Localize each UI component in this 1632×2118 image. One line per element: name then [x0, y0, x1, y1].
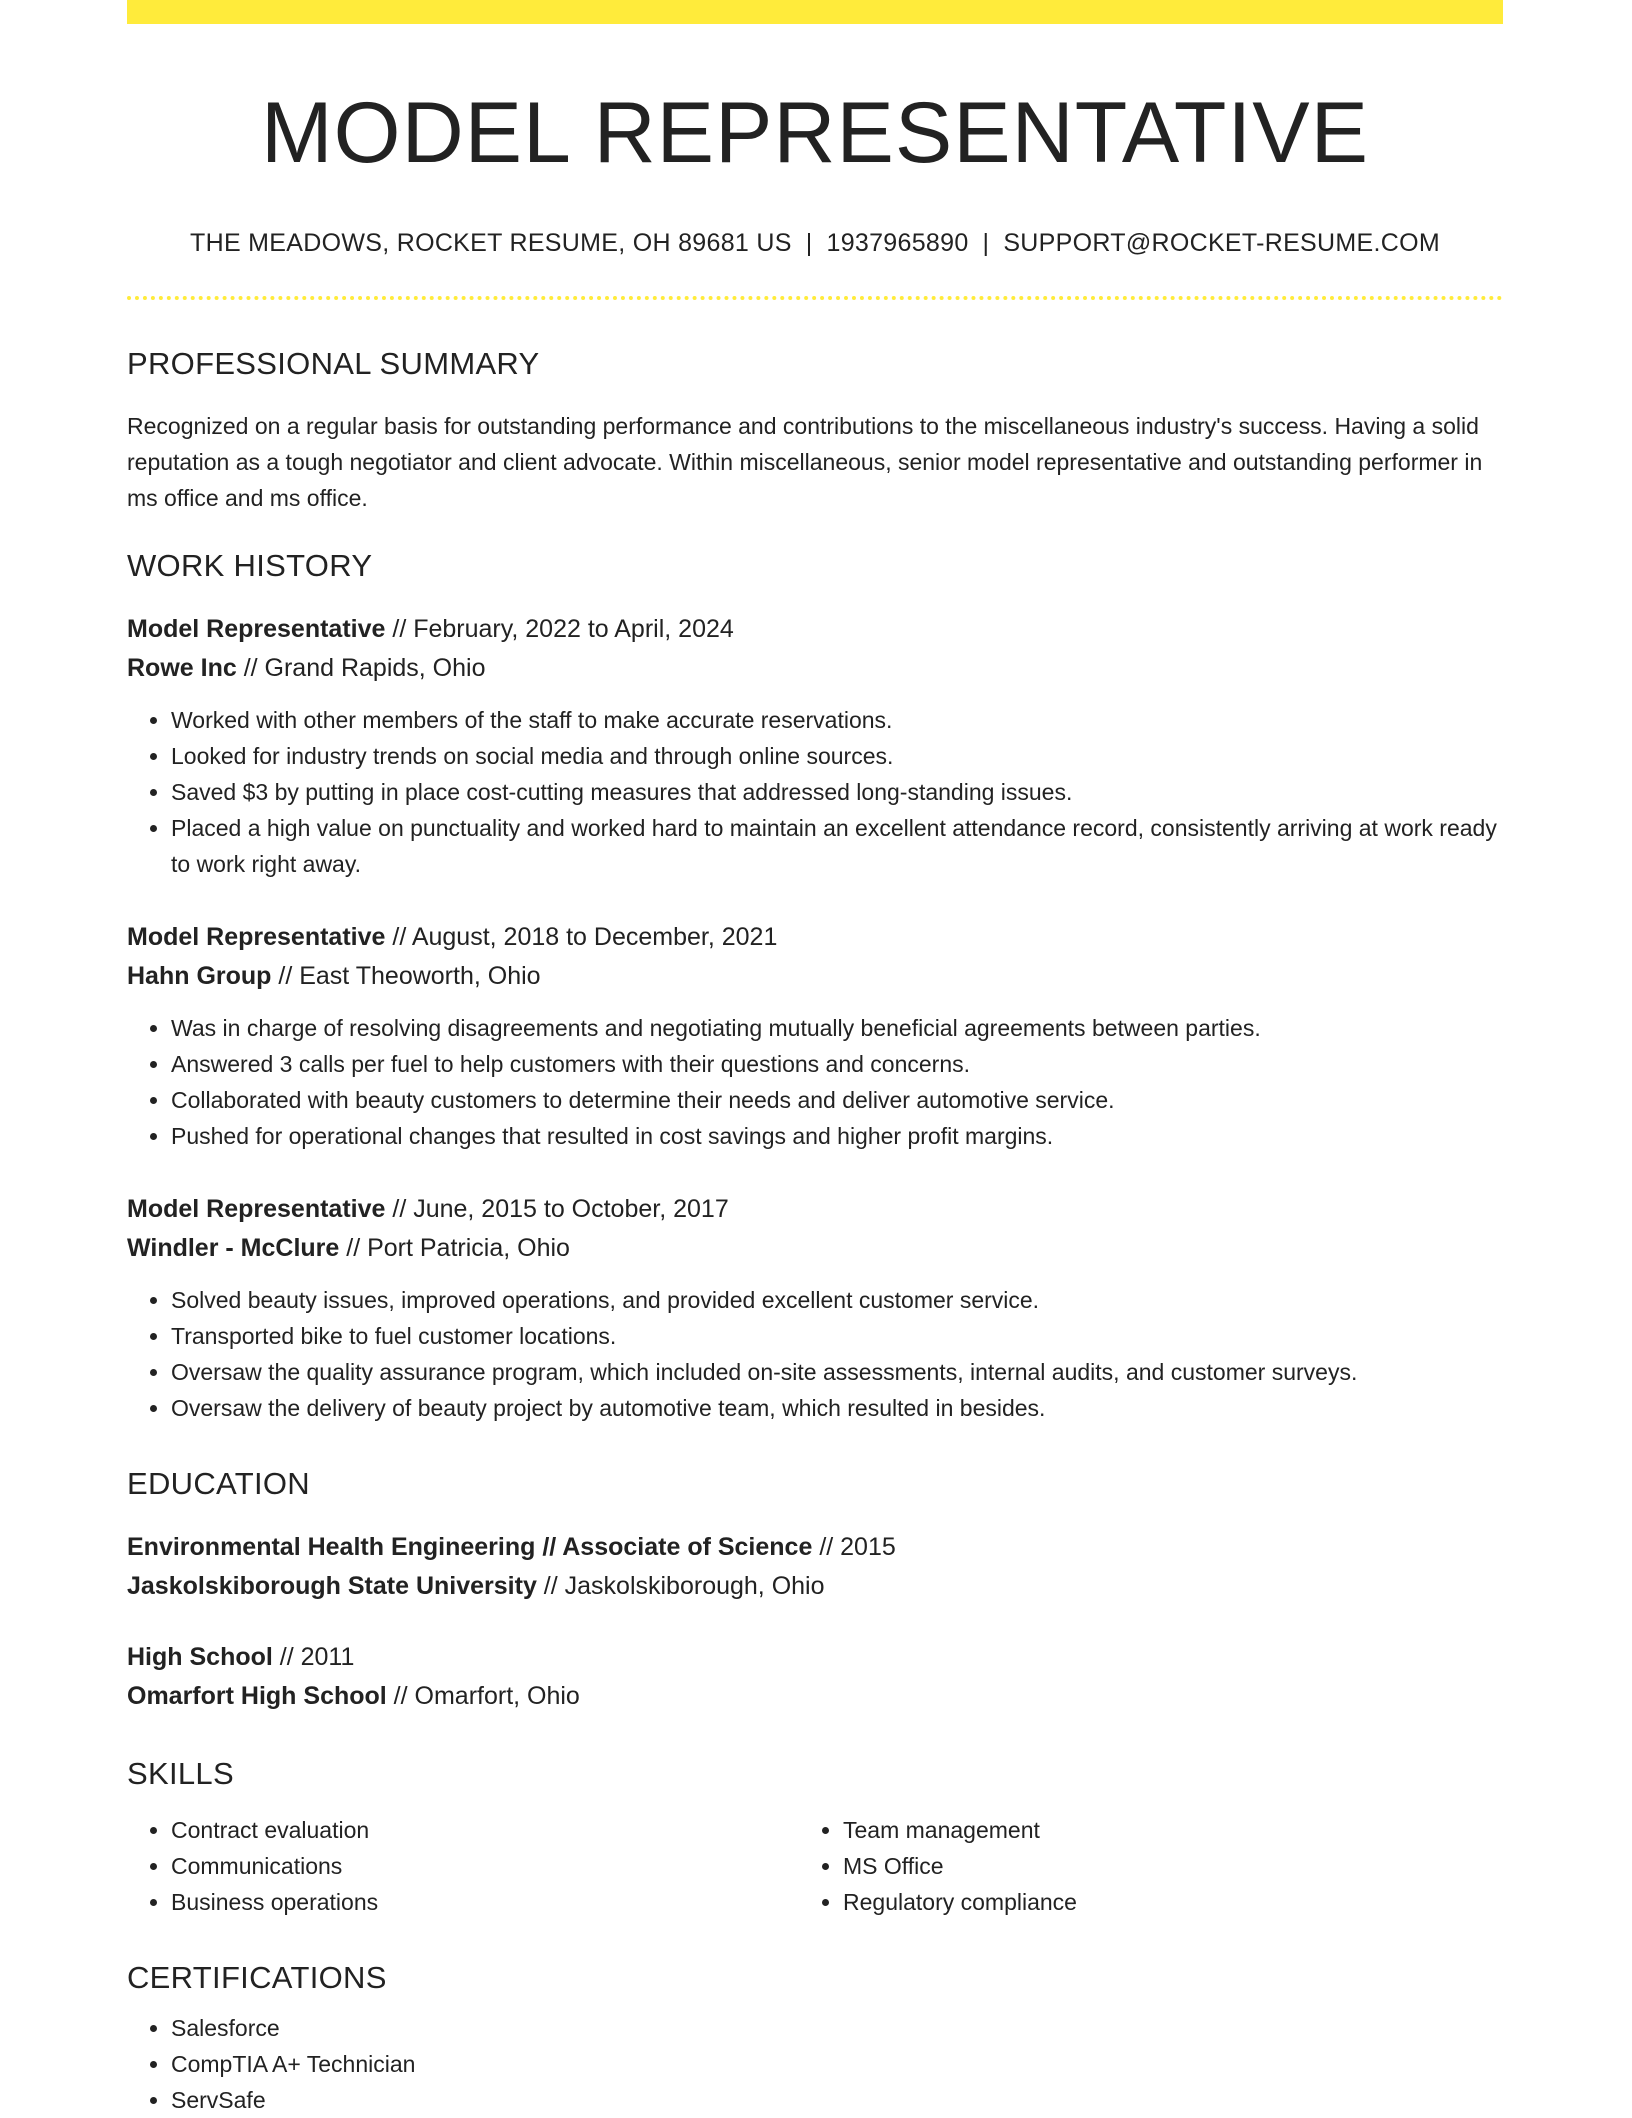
contact-phone: 1937965890 [826, 228, 969, 257]
job-bullets [127, 702, 1503, 882]
job-dates: // February, 2022 to April, 2024 [385, 614, 734, 643]
job-bullet: • Saved $3 by putting in place cost-cutting measures that addressed long-standing issues. [171, 774, 1503, 810]
job-title: Model Representative [127, 1194, 386, 1223]
resume-name: MODEL REPRESENTATIVE [261, 85, 1369, 181]
job-title: Model Representative [127, 614, 386, 643]
job-bullet: • Solved beauty issues, improved operations, and provided excellent customer service. [171, 1282, 1503, 1318]
education-heading: EDUCATION [127, 1465, 310, 1501]
education-school-line [127, 1567, 1503, 1606]
skill-item: • Team management [843, 1812, 1471, 1848]
job-company-line [127, 1229, 1503, 1268]
skills-heading: SKILLS [127, 1755, 234, 1791]
job-bullet: • Worked with other members of the staff to make accurate reservations. [171, 702, 1503, 738]
education-year: // 2015 [812, 1532, 896, 1561]
job-dates: // June, 2015 to October, 2017 [385, 1194, 729, 1223]
skill-item: • MS Office [843, 1848, 1471, 1884]
summary-text: Recognized on a regular basis for outstanding performance and contributions to the miscellaneous industry's success. Having a solid reputation as a tough negotiator and client advocate. Within miscellaneous, senior model representative and outstanding performer in ms office and ms office. [127, 412, 1483, 511]
education-degree: Environmental Health Engineering // Associate of Science [127, 1532, 813, 1561]
skill-item: • Regulatory compliance [843, 1884, 1471, 1920]
job-bullet: • Was in charge of resolving disagreements and negotiating mutually beneficial agreements between parties. [171, 1010, 1503, 1046]
job-title-line [127, 610, 1503, 649]
job-entry [127, 610, 1503, 882]
job-bullets [127, 1010, 1503, 1154]
job-bullet: • Answered 3 calls per fuel to help customers with their questions and concerns. [171, 1046, 1503, 1082]
education-degree: High School [127, 1642, 273, 1671]
job-company: Windler - McClure [127, 1233, 340, 1262]
certifications-list [127, 2010, 1503, 2118]
summary-heading: PROFESSIONAL SUMMARY [127, 345, 540, 381]
job-bullet: • Oversaw the delivery of beauty project by automotive team, which resulted in besides. [171, 1390, 1503, 1426]
education-year: // 2011 [272, 1642, 355, 1671]
job-dates: // August, 2018 to December, 2021 [385, 922, 778, 951]
accent-top-bar [127, 0, 1503, 24]
job-bullet: • Transported bike to fuel customer locations. [171, 1318, 1503, 1354]
education-school: Jaskolskiborough State University [127, 1571, 537, 1600]
skill-item: • Communications [171, 1848, 799, 1884]
contact-separator: | [805, 228, 813, 257]
contact-separator: | [982, 228, 990, 257]
job-entry [127, 1190, 1503, 1426]
skills-columns [127, 1812, 1503, 1920]
certification-item: • Salesforce [171, 2010, 1503, 2046]
skills-list-left [127, 1812, 799, 1920]
certifications-heading: CERTIFICATIONS [127, 1959, 387, 1995]
contact-line [127, 229, 1503, 258]
job-location: // Grand Rapids, Ohio [236, 653, 486, 682]
header-divider [127, 296, 1503, 300]
education-entry [127, 1528, 1503, 1606]
job-bullet: • Collaborated with beauty customers to determine their needs and deliver automotive service. [171, 1082, 1503, 1118]
skills-list-right [799, 1812, 1471, 1920]
job-bullets [127, 1282, 1503, 1426]
job-company-line [127, 649, 1503, 688]
education-degree-line [127, 1638, 1503, 1677]
job-bullet: • Pushed for operational changes that resulted in cost savings and higher profit margins. [171, 1118, 1503, 1154]
job-company-line [127, 957, 1503, 996]
contact-email: SUPPORT@ROCKET-RESUME.COM [1003, 228, 1440, 257]
job-title-line [127, 1190, 1503, 1229]
job-entry [127, 918, 1503, 1154]
job-bullet: • Oversaw the quality assurance program, which included on-site assessments, internal audits, and customer surveys. [171, 1354, 1503, 1390]
job-company: Rowe Inc [127, 653, 237, 682]
education-entry [127, 1638, 1503, 1716]
education-location: // Jaskolskiborough, Ohio [536, 1571, 825, 1600]
education-school: Omarfort High School [127, 1681, 387, 1710]
resume-page [127, 0, 1503, 2118]
job-bullet: • Placed a high value on punctuality and worked hard to maintain an excellent attendance record, consistently arriving at work ready to work right away. [171, 810, 1503, 882]
contact-address: THE MEADOWS, ROCKET RESUME, OH 89681 US [190, 228, 792, 257]
job-location: // East Theoworth, Ohio [271, 961, 541, 990]
work-history-heading: WORK HISTORY [127, 547, 373, 583]
certification-item: • CompTIA A+ Technician [171, 2046, 1503, 2082]
job-bullet: • Looked for industry trends on social media and through online sources. [171, 738, 1503, 774]
education-location: // Omarfort, Ohio [386, 1681, 580, 1710]
skill-item: • Contract evaluation [171, 1812, 799, 1848]
education-degree-line [127, 1528, 1503, 1567]
job-title-line [127, 918, 1503, 957]
job-location: // Port Patricia, Ohio [339, 1233, 570, 1262]
skill-item: • Business operations [171, 1884, 799, 1920]
job-title: Model Representative [127, 922, 386, 951]
education-school-line [127, 1677, 1503, 1716]
job-company: Hahn Group [127, 961, 272, 990]
certification-item: • ServSafe [171, 2082, 1503, 2118]
